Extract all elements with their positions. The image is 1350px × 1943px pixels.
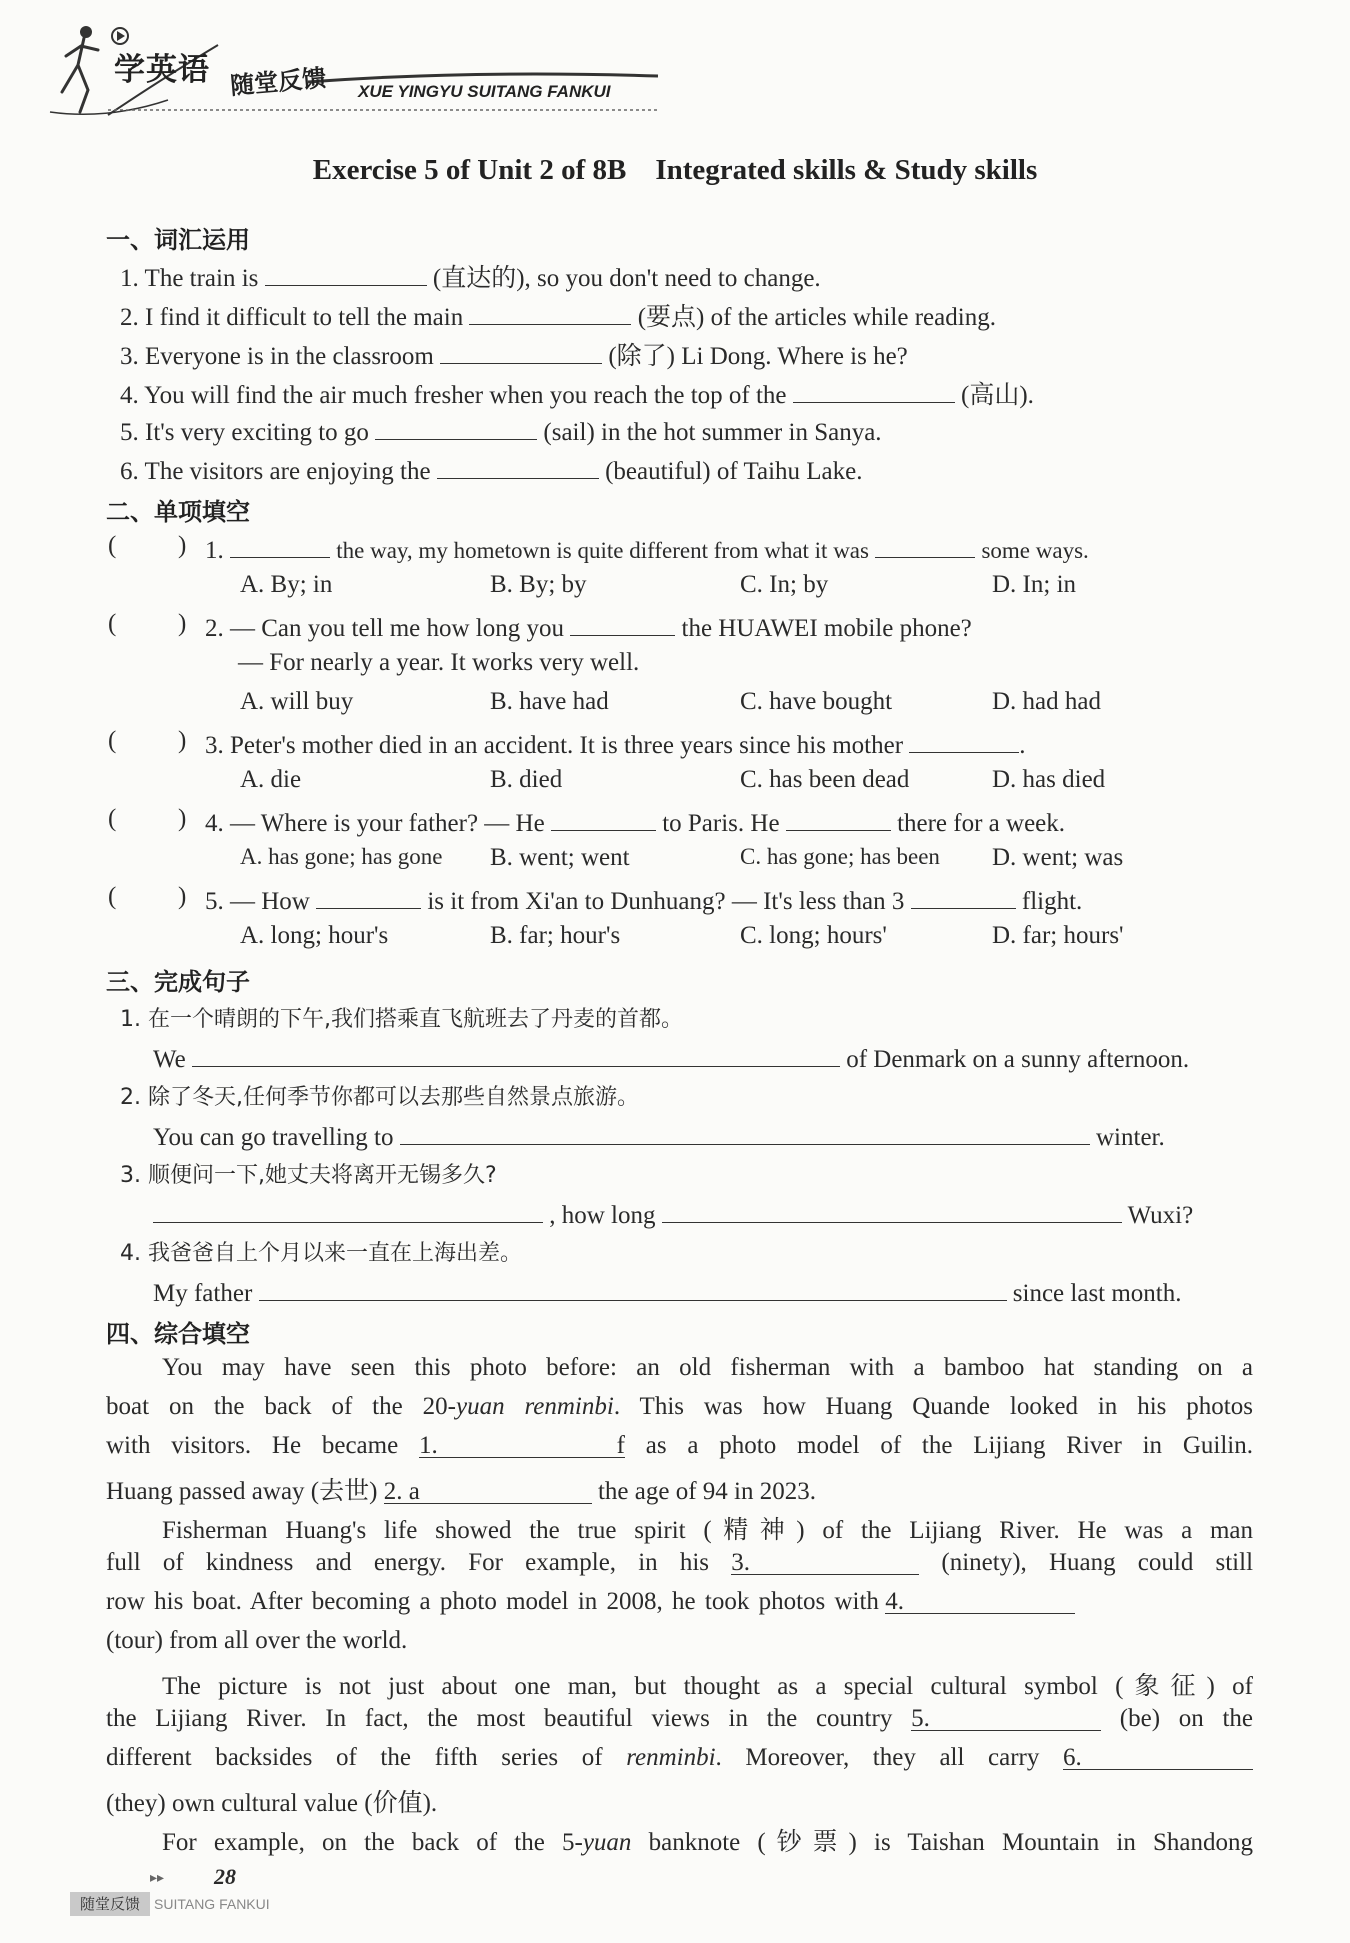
q3-answer-paren-open: ( <box>108 727 117 754</box>
s3-item-4-answer <box>153 1275 1182 1308</box>
s1-item-4-hint: (高山). <box>961 382 1034 409</box>
q2-text-a: — Can you tell me how long you <box>230 615 564 642</box>
q5-option-c[interactable]: C. long; hours' <box>740 922 887 949</box>
s1-item-6 <box>120 453 863 486</box>
s4-blank-3-label: 3. <box>731 1549 750 1576</box>
s1-item-2 <box>120 297 996 333</box>
q5-blank-1[interactable] <box>316 883 421 909</box>
q5-text-c: flight. <box>1021 888 1083 915</box>
page-title: Exercise 5 of Unit 2 of 8B Integrated skills & Study skills <box>312 154 1038 186</box>
s3-item-3-post: Wuxi? <box>1127 1202 1194 1229</box>
q4-answer-paren-open: ( <box>108 805 117 832</box>
s4-p1-l4-text-a: Huang passed away (去世) <box>106 1478 378 1505</box>
s1-item-4-text: 4. You will find the air much fresher when you reach the top of the <box>120 382 787 409</box>
q4-text-a: — Where is your father? — He <box>230 810 545 837</box>
s4-p3-line2 <box>106 1705 1253 1733</box>
q5-number: 5. <box>205 888 224 915</box>
section2-heading: 二、单项填空 <box>106 498 250 526</box>
s1-item-1-text: 1. The train is <box>120 265 259 292</box>
q4-option-a[interactable]: A. has gone; has gone <box>240 844 443 869</box>
q4-blank-1[interactable] <box>551 805 656 831</box>
q4-number: 4. <box>205 810 224 837</box>
s4-p2-line4: (tour) from all over the world. <box>106 1627 408 1654</box>
s4-p1-l3-text-a: with visitors. He became <box>106 1432 399 1459</box>
s4-p1-line4 <box>106 1471 816 1507</box>
s3-item-1-chinese: 1. 在一个晴朗的下午,我们搭乘直飞航班去了丹麦的首都。 <box>120 1007 683 1032</box>
s3-item-3-blank-1[interactable] <box>153 1197 543 1223</box>
s1-item-3-hint: (除了) Li Dong. Where is he? <box>608 343 908 370</box>
s4-blank-1-label: 1. f <box>418 1432 625 1459</box>
s3-item-2-chinese: 2. 除了冬天,任何季节你都可以去那些自然景点旅游。 <box>120 1085 639 1110</box>
s3-item-3-blank-2[interactable] <box>662 1197 1122 1223</box>
q5-option-d[interactable]: D. far; hours' <box>992 922 1124 949</box>
q5-text-b: is it from Xi'an to Dunhuang? — It's less than 3 <box>427 888 905 915</box>
s4-p1-line3 <box>106 1432 1253 1460</box>
s1-item-2-text: 2. I find it difficult to tell the main <box>120 304 464 331</box>
q3-option-d[interactable]: D. has died <box>992 766 1106 793</box>
q2-text-b: the HUAWEI mobile phone? <box>681 615 972 642</box>
header-title: 学英语 <box>114 52 210 88</box>
s1-item-2-hint: (要点) of the articles while reading. <box>637 304 996 331</box>
s3-item-3-chinese: 3. 顺便问一下,她丈夫将离开无锡多久? <box>120 1163 497 1188</box>
s3-item-1-answer <box>153 1041 1189 1074</box>
s4-blank-6[interactable] <box>1063 1744 1253 1770</box>
s1-item-6-text: 6. The visitors are enjoying the <box>120 458 431 485</box>
q2-answer-paren-close: ) <box>178 610 187 637</box>
q3-number: 3. <box>205 732 224 759</box>
header-subtitle: 随堂反馈 <box>229 63 328 101</box>
q2-number: 2. <box>205 615 224 642</box>
s3-item-4-post: since last month. <box>1012 1280 1182 1307</box>
q3-option-c[interactable]: C. has been dead <box>740 766 910 793</box>
q3-text-b: . <box>1019 732 1026 759</box>
s4-p4-line1 <box>162 1822 1253 1858</box>
q5-text-a: — How <box>230 888 310 915</box>
s1-item-5-hint: (sail) in the hot summer in Sanya. <box>543 419 882 446</box>
q2-answer-paren-open: ( <box>108 610 117 637</box>
s4-p3-line1: The picture is not just about one man, but thought as a special cultural symbol (象征) of <box>162 1673 1253 1700</box>
s3-item-2-pre: You can go travelling to <box>153 1124 394 1151</box>
s4-p3-line3 <box>106 1744 1253 1772</box>
s3-item-2-post: winter. <box>1096 1124 1165 1151</box>
q5-blank-2[interactable] <box>911 883 1016 909</box>
s4-p4-l1-italic: yuan <box>582 1829 632 1856</box>
q4-text-b: to Paris. He <box>662 810 780 837</box>
q1-text-b: some ways. <box>981 538 1089 563</box>
q2-option-d[interactable]: D. had had <box>992 688 1101 715</box>
q2-blank[interactable] <box>570 610 675 636</box>
q2-option-a[interactable]: A. will buy <box>240 688 354 715</box>
s4-p3-l3-italic: renminbi <box>626 1744 716 1771</box>
q3-option-b[interactable]: B. died <box>490 766 563 793</box>
s4-blank-4-label: 4. <box>885 1588 904 1615</box>
s4-blank-4[interactable] <box>885 1588 1075 1614</box>
section1-heading: 一、词汇运用 <box>106 226 250 254</box>
footer-arrow-icon: ▸▸ <box>150 1870 165 1886</box>
q1-blank-2[interactable] <box>875 532 975 558</box>
s1-item-2-blank[interactable] <box>469 299 631 325</box>
s4-blank-1[interactable] <box>419 1432 625 1458</box>
page-header <box>48 20 668 120</box>
s3-item-3-pre: , how long <box>549 1202 656 1229</box>
q1-text-a: the way, my hometown is quite different from what it was <box>336 538 869 563</box>
s4-p2-line1: Fisherman Huang's life showed the true spirit (精神) of the Lijiang River. He was a man <box>162 1517 1253 1544</box>
s3-item-2-blank[interactable] <box>400 1119 1090 1145</box>
s1-item-4-blank[interactable] <box>793 377 955 403</box>
s4-p3-l3-text-b: . Moreover, they all carry <box>715 1744 1040 1771</box>
s4-p2-l2-text-b: (ninety), Huang could still <box>941 1549 1254 1576</box>
s1-item-4 <box>120 375 1034 411</box>
footer-label-en: SUITANG FANKUI <box>154 1896 270 1912</box>
s4-blank-5-label: 5. <box>911 1705 930 1732</box>
s4-p1-l3-text-b: as a photo model of the Lijiang River in Guilin. <box>645 1432 1253 1459</box>
q4-answer-paren-close: ) <box>178 805 187 832</box>
s1-item-6-hint: (beautiful) of Taihu Lake. <box>605 458 863 485</box>
section4-heading: 四、综合填空 <box>106 1320 250 1348</box>
s4-p1-line1: You may have seen this photo before: an old fisherman with a bamboo hat standing on a <box>162 1354 1253 1381</box>
s4-p2-line3 <box>106 1588 1075 1616</box>
s1-item-3-blank[interactable] <box>440 338 602 364</box>
q1-option-d[interactable]: D. In; in <box>992 571 1077 598</box>
page-number: 28 <box>214 1864 236 1889</box>
q4-option-b[interactable]: B. went; went <box>490 844 630 871</box>
s3-item-3-answer <box>153 1197 1193 1230</box>
q4-option-c[interactable]: C. has gone; has been <box>740 844 940 869</box>
s3-item-1-pre: We <box>153 1046 186 1073</box>
s1-item-5-text: 5. It's very exciting to go <box>120 419 369 446</box>
q1-answer-paren-open: ( <box>108 532 117 559</box>
s1-item-5 <box>120 414 882 447</box>
s4-p3-l2-text-a: the Lijiang River. In fact, the most beautiful views in the country <box>106 1705 893 1732</box>
s4-blank-2-label: 2. a <box>383 1478 420 1505</box>
s4-p3-l2-text-b: (be) on the <box>1119 1705 1254 1732</box>
q5-stem <box>205 883 1082 916</box>
s4-p1-l2-text-b: . This was how Huang Quande looked in his photos <box>613 1393 1253 1420</box>
q5-option-b[interactable]: B. far; hour's <box>490 922 621 949</box>
q2-option-c[interactable]: C. have bought <box>740 688 893 715</box>
s4-p2-l2-text-a: full of kindness and energy. For example, in his <box>106 1549 710 1576</box>
q4-option-d[interactable]: D. went; was <box>992 844 1124 871</box>
s4-blank-5[interactable] <box>911 1705 1101 1731</box>
s4-blank-6-label: 6. <box>1063 1744 1082 1771</box>
s4-p2-line2 <box>106 1549 1253 1577</box>
s4-p3-line4: (they) own cultural value (价值). <box>106 1790 438 1817</box>
q3-option-a[interactable]: A. die <box>240 766 302 793</box>
s3-item-1-post: of Denmark on a sunny afternoon. <box>846 1046 1190 1073</box>
q1-blank-1[interactable] <box>230 532 330 558</box>
q1-stem <box>205 532 1089 565</box>
q5-answer-paren-open: ( <box>108 883 117 910</box>
q1-option-a[interactable]: A. By; in <box>240 571 333 598</box>
s3-item-4-pre: My father <box>153 1280 253 1307</box>
section3-heading: 三、完成句子 <box>106 968 250 996</box>
s3-item-4-chinese: 4. 我爸爸自上个月以来一直在上海出差。 <box>120 1241 522 1266</box>
s3-item-2-answer <box>153 1119 1165 1152</box>
q3-text-a: Peter's mother died in an accident. It is three years since his mother <box>230 732 904 759</box>
s4-p1-l2-text-a: boat on the back of the 20- <box>106 1393 456 1420</box>
s3-item-4-blank[interactable] <box>259 1275 1007 1301</box>
s4-p1-line2 <box>106 1393 1253 1421</box>
q3-answer-paren-close: ) <box>178 727 187 754</box>
q2-option-b[interactable]: B. have had <box>490 688 609 715</box>
s3-item-1-blank[interactable] <box>192 1041 840 1067</box>
s1-item-1-blank[interactable] <box>265 260 427 286</box>
q3-stem <box>205 727 1026 760</box>
q5-option-a[interactable]: A. long; hour's <box>240 922 389 949</box>
s1-item-5-blank[interactable] <box>375 414 537 440</box>
s4-p1-l4-text-b: the age of 94 in 2023. <box>597 1478 816 1505</box>
s1-item-1 <box>120 258 821 294</box>
q5-answer-paren-close: ) <box>178 883 187 910</box>
q1-answer-paren-close: ) <box>178 532 187 559</box>
q4-text-c: there for a week. <box>897 810 1066 837</box>
s1-item-1-hint: (直达的), so you don't need to change. <box>432 265 821 292</box>
s4-p3-l3-text-a: different backsides of the fifth series of <box>106 1744 603 1771</box>
s4-p1-l2-italic: yuan renminbi <box>455 1393 614 1420</box>
q3-blank[interactable] <box>909 727 1019 753</box>
footer-label: 随堂反馈 <box>70 1892 150 1916</box>
s1-item-3 <box>120 336 908 372</box>
q1-number: 1. <box>205 537 224 564</box>
s1-item-3-text: 3. Everyone is in the classroom <box>120 343 434 370</box>
q2-line2: — For nearly a year. It works very well. <box>238 649 640 676</box>
q4-stem <box>205 805 1065 838</box>
s4-p4-l1-text-b: banknote (钞票) is Taishan Mountain in Shandong <box>648 1829 1253 1856</box>
s4-blank-2[interactable] <box>384 1478 592 1504</box>
q2-stem <box>205 610 972 643</box>
s4-blank-3[interactable] <box>731 1549 919 1575</box>
q1-option-c[interactable]: C. In; by <box>740 571 829 598</box>
q4-blank-2[interactable] <box>786 805 891 831</box>
s1-item-6-blank[interactable] <box>437 453 599 479</box>
q1-option-b[interactable]: B. By; by <box>490 571 587 598</box>
header-subtitle-en: XUE YINGYU SUITANG FANKUI <box>358 82 611 101</box>
s4-p2-l3-text-a: row his boat. After becoming a photo model in 2008, he took photos with <box>106 1588 879 1615</box>
s4-p4-l1-text-a: For example, on the back of the 5- <box>162 1829 583 1856</box>
